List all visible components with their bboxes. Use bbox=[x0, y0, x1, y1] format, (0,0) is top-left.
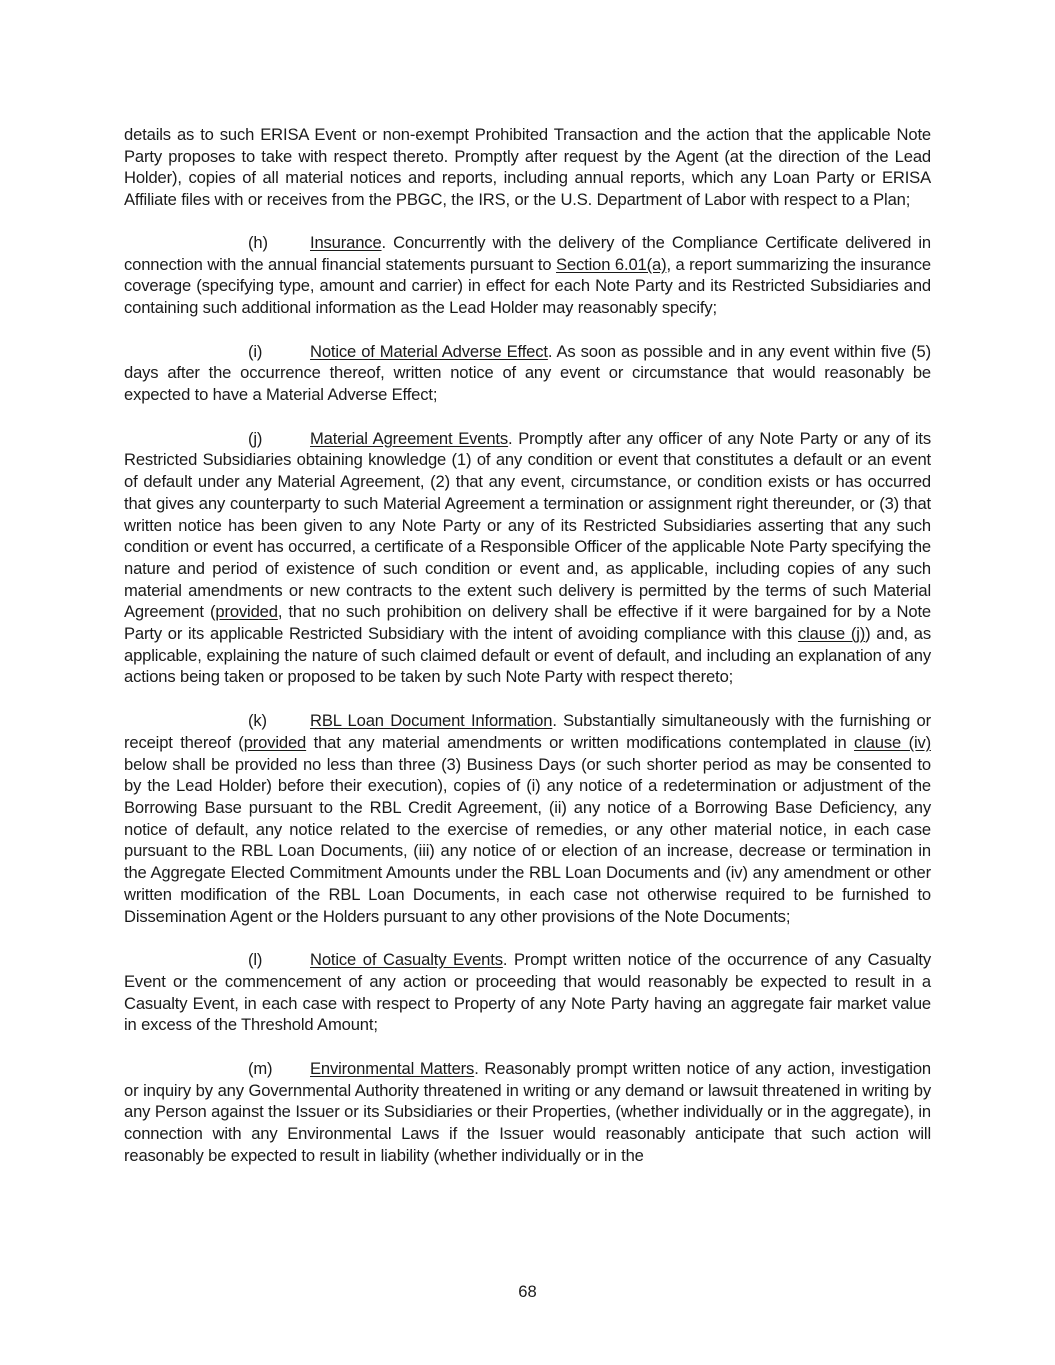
paragraph-h-insurance bbox=[124, 232, 931, 319]
paragraph-g-continued bbox=[124, 124, 931, 211]
paragraph-m-environmental-matters bbox=[124, 1058, 931, 1167]
paragraph-k-rbl-loan-document-information bbox=[124, 710, 931, 927]
clause-label: (k) bbox=[248, 711, 267, 731]
defined-term: provided bbox=[215, 602, 278, 622]
paragraph-text: details as to such ERISA Event or non-exempt Prohibited Transaction and the action that the applicable Note Party proposes to take with respect thereto. Promptly after request by the Agent (at the direction of the Lead Holder), copies of all material notices and reports, including annual reports, which any Loan Party or ERISA Affiliate files with or receives from the PBGC, the IRS, or the U.S. Department of Labor with respect to a Plan; bbox=[124, 125, 931, 210]
paragraph-text: . Concurrently with the delivery of the Compliance Certificate delivered in connection with the annual financial statements pursuant to bbox=[124, 232, 931, 274]
cross-reference: clause (j) bbox=[797, 624, 866, 644]
paragraph-text: . Promptly after any officer of any Note Party or any of its Restricted Subsidiaries obtaining knowledge (1) of any condition or event that constitutes a default or an event of default under any Material Agreement, (2) that any event, circumstance, or condition exists or has occurred that gives any counterparty to such Material Agreement a termination or assignment right thereunder, or (3) that written notice has been given to any Note Party or any of its Restricted Subsidiaries asserting that any such condition or event has occurred, a certificate of a Responsible Officer of the applicable Note Party specifying the nature and period of existence of such condition or event and, as applicable, including copies of any such material amendments or new contracts to the extent such delivery is permitted by the terms of such Material Agreement ( bbox=[124, 428, 931, 622]
clause-heading: RBL Loan Document Information bbox=[310, 711, 553, 731]
paragraph-i-material-adverse-effect bbox=[124, 341, 931, 406]
document-page bbox=[124, 124, 931, 1189]
paragraph-text: below shall be provided no less than three (3) Business Days (or such shorter period as may be consented to by the Lead Holder) before their execution), copies of (i) any notice of a redetermination or adjustment of the Borrowing Base pursuant to the RBL Credit Agreement, (ii) any notice of a Borrowing Base Deficiency, any notice of default, any notice related to the exercise of remedies, or any other material notice, in each case pursuant to the RBL Loan Documents, (iii) any notice of or election of an increase, decrease or termination in the Aggregate Elected Commitment Amounts under the RBL Loan Documents and (iv) any amendment or other written modification of the RBL Loan Documents, in each case not otherwise required to be furnished to Dissemination Agent or the Holders pursuant to any other provisions of the Note Documents; bbox=[124, 754, 931, 926]
clause-heading: Environmental Matters bbox=[310, 1059, 475, 1079]
paragraph-text: . Substantially simultaneously with the furnishing or receipt thereof ( bbox=[124, 711, 931, 752]
defined-term: provided bbox=[243, 732, 307, 752]
clause-label: (h) bbox=[248, 232, 268, 252]
paragraph-text: , that no such prohibition on delivery shall be effective if it were bargained for by a Note Party or its applicable Restricted Subsidiary with the intent of avoiding compliance with this bbox=[124, 602, 932, 644]
cross-reference: Section 6.01(a) bbox=[556, 254, 667, 274]
clause-label: (m) bbox=[248, 1059, 273, 1079]
paragraph-j-material-agreement-events bbox=[124, 428, 931, 688]
clause-heading: Insurance bbox=[310, 232, 382, 252]
page-number: 68 bbox=[518, 1282, 537, 1301]
clause-heading: Notice of Casualty Events bbox=[310, 950, 503, 970]
paragraph-text: . Prompt written notice of the occurrence of any Casualty Event or the commencement of any action or proceeding that would reasonably be expected to result in a Casualty Event, in each case with respect to Property of any Note Party having an aggregate fair market value in excess of the Threshold Amount; bbox=[124, 950, 931, 1035]
clause-heading: Material Agreement Events bbox=[310, 428, 509, 448]
paragraph-text: , a report summarizing the insurance coverage (specifying type, amount and carrier) in effect for each Note Party and its Restricted Subsidiaries and containing such additional information as the Lead Holder may reasonably specify; bbox=[124, 254, 931, 317]
clause-label: (i) bbox=[248, 341, 263, 361]
paragraph-text: . Reasonably prompt written notice of any action, investigation or inquiry by any Governmental Authority threatened in writing or any demand or lawsuit threatened in writing by any Person against the Issuer or its Subsidiaries or their Properties, (whether individually or in the aggregate), in connection with any Environmental Laws if the Issuer would reasonably anticipate that such action will reasonably be expected to result in liability (whether individually or in the bbox=[124, 1059, 931, 1165]
clause-heading: Notice of Material Adverse Effect bbox=[310, 341, 548, 361]
paragraph-l-casualty-events bbox=[124, 949, 931, 1036]
cross-reference: clause (iv) bbox=[854, 732, 931, 752]
paragraph-text: that any material amendments or written modifications contemplated in bbox=[306, 732, 855, 752]
clause-label: (j) bbox=[248, 428, 263, 448]
paragraph-text: ) and, as applicable, explaining the nature of such claimed default or event of default, and including an explanation of any actions being taken or proposed to be taken by such Note Party with respect thereto; bbox=[124, 624, 932, 687]
paragraph-text: . As soon as possible and in any event within five (5) days after the occurrence thereof, written notice of any event or circumstance that would reasonably be expected to have a Material Adverse Effect; bbox=[124, 341, 932, 405]
clause-label: (l) bbox=[248, 950, 263, 970]
